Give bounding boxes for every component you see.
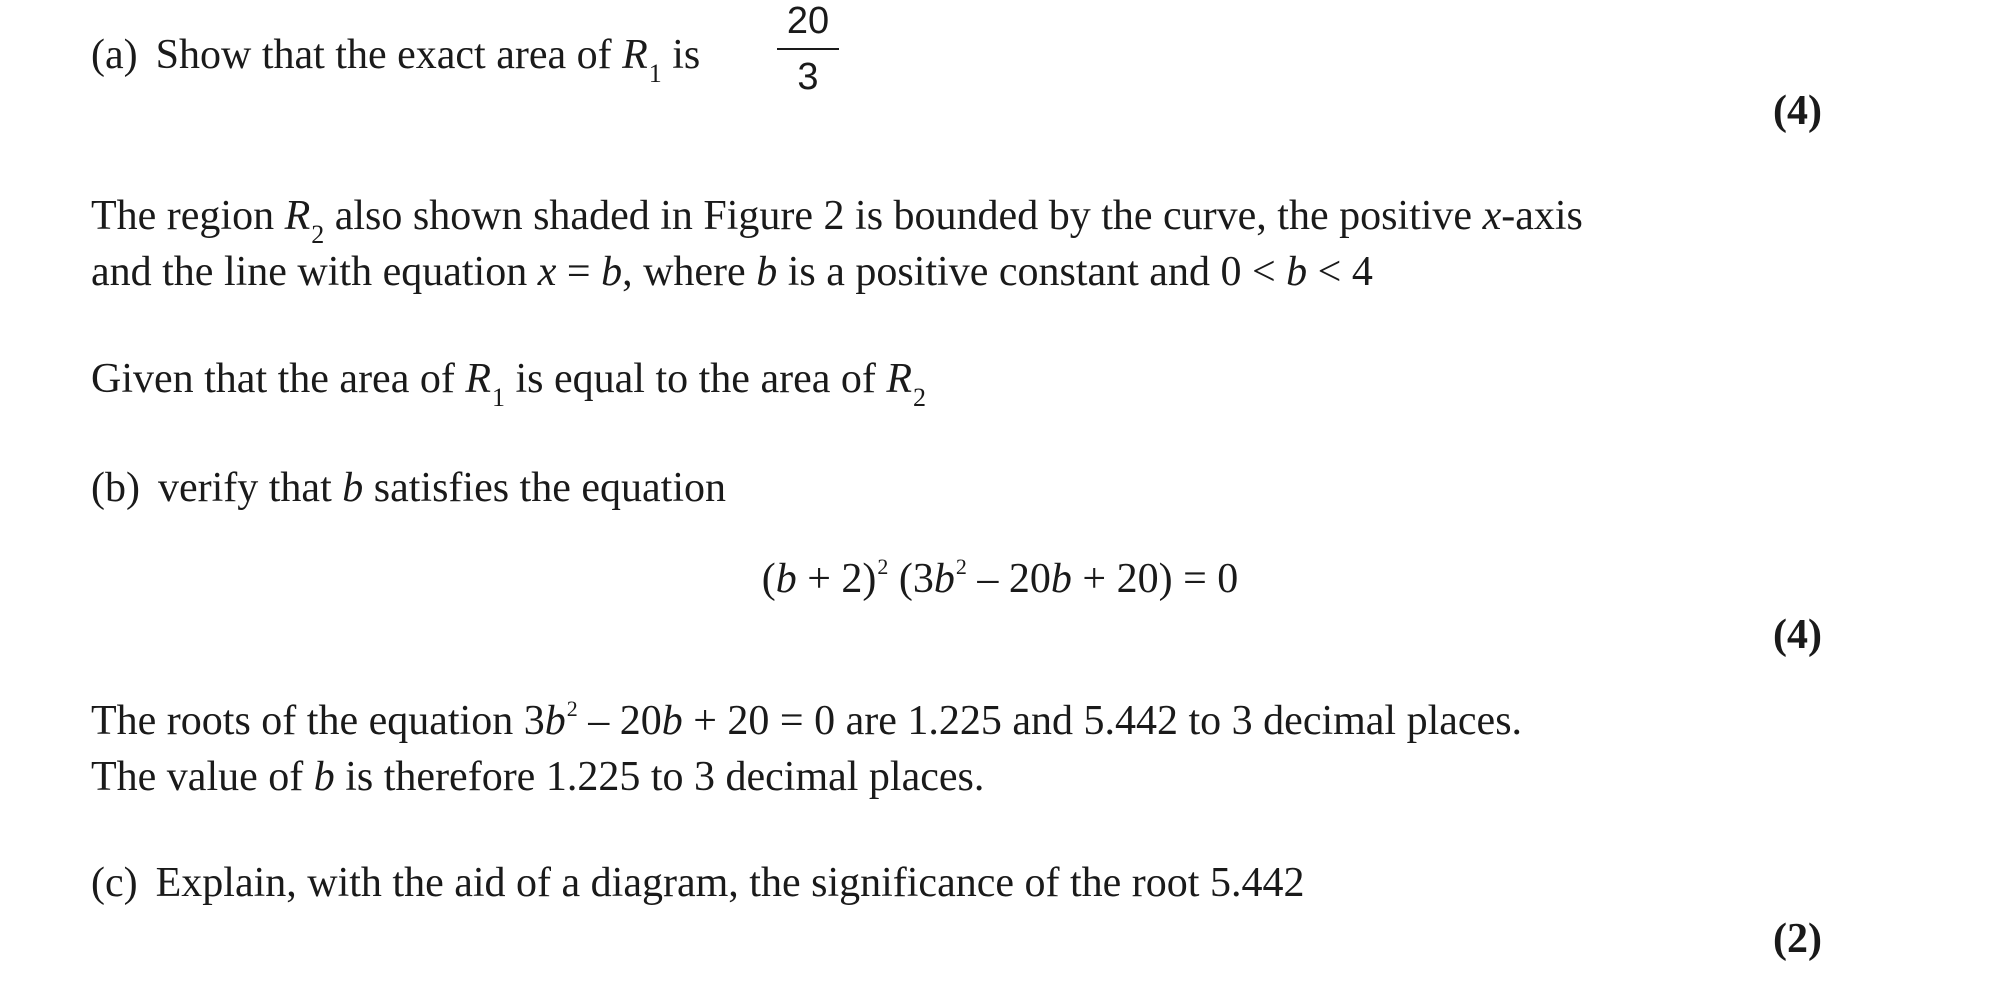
part-c-label: (c) xyxy=(91,860,138,906)
roots-line2: The value of b is therefore 1.225 to 3 decimal places. xyxy=(91,754,985,800)
part-a-question: (a) Show that the exact area of $R_1$ is xyxy=(91,32,701,88)
part-c-question: (c) Explain, with the aid of a diagram, the significance of the root 5.442 xyxy=(91,860,1305,906)
region-r2-line2: and the line with equation x = b, where b is a positive constant and 0 < b < 4 xyxy=(91,249,1373,295)
part-a-marks: (4) xyxy=(1773,88,1822,134)
part-b-question: (b) verify that b satisfies the equation xyxy=(91,465,726,511)
part-b-marks: (4) xyxy=(1773,612,1822,658)
part-b-equation: $(b + 2)^2$ $(3b^2 - 20b + 20) = 0$ xyxy=(761,554,1239,602)
part-b-label: (b) xyxy=(91,465,140,511)
roots-line1: The roots of the equation $3b^2 - 20b + 20 = 0$ are 1.225 and 5.442 to 3 decimal places. xyxy=(91,696,1523,744)
part-c-marks: (2) xyxy=(1773,916,1822,962)
part-a-label: (a) xyxy=(91,32,138,78)
fraction-20-over-3: 20 3 xyxy=(775,2,841,96)
region-r2-line1: The region $R_2$ also shown shaded in Figure 2 is bounded by the curve, the positive x-axis xyxy=(91,193,1583,249)
given-statement: Given that the area of $R_1$ is equal to the area of $R_2$ xyxy=(91,356,926,412)
